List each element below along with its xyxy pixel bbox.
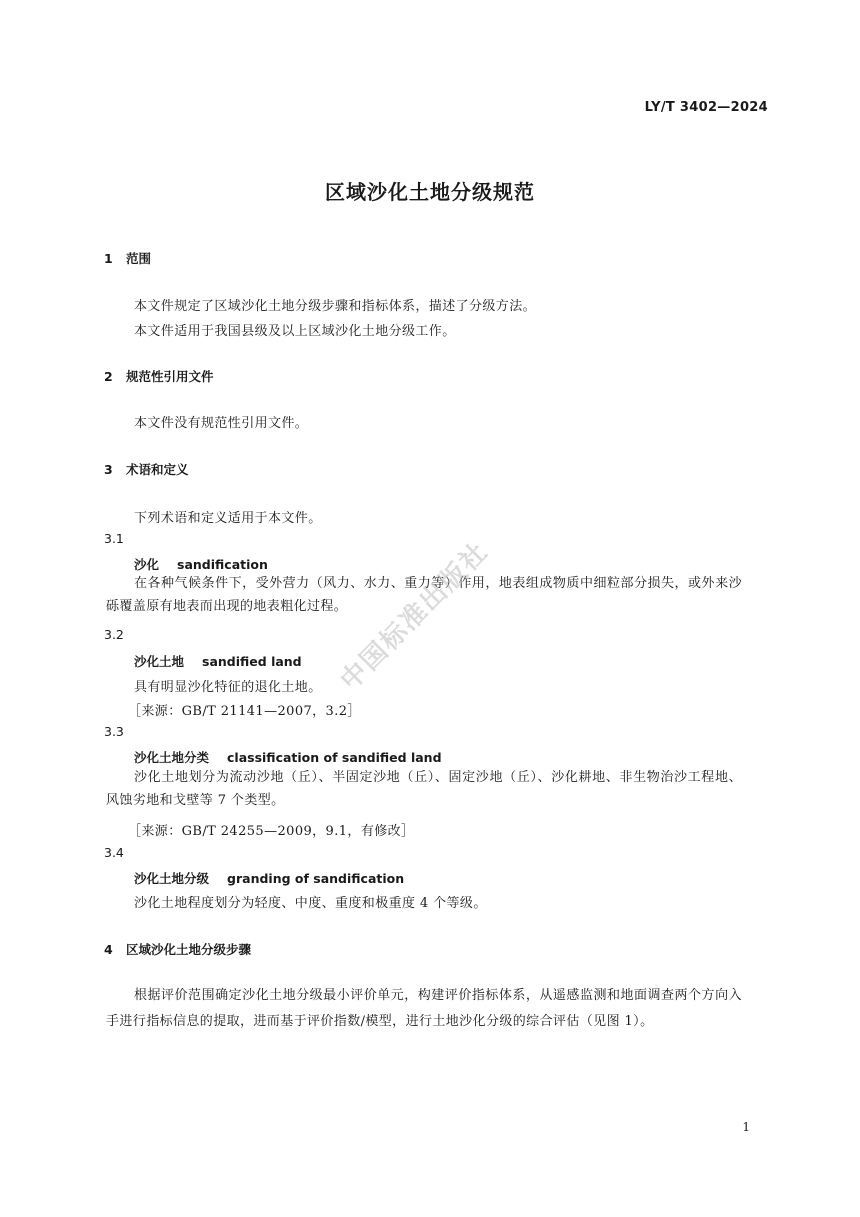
term-english: classification of sandified land	[227, 750, 442, 765]
clause-number: 3.2	[104, 627, 124, 642]
clause-number: 3.4	[104, 845, 124, 860]
section-number: 1	[104, 251, 113, 266]
section-2-heading	[104, 367, 214, 385]
term-definition: 在各种气候条件下，受外营力（风力、水力、重力等）作用，地表组成物质中细粒部分损失，或外来沙砾覆盖原有地表而出现的地表粗化过程。	[106, 576, 742, 614]
term-english: granding of sandification	[227, 871, 405, 886]
section-4-heading	[104, 940, 251, 958]
term-english: sandified land	[202, 654, 302, 669]
publisher-watermark: 中国标准出版社	[334, 536, 495, 697]
section-number: 2	[104, 369, 113, 384]
section-1-paragraph-1: 本文件规定了区域沙化土地分级步骤和指标体系，描述了分级方法。	[134, 299, 537, 314]
section-1-paragraph-2: 本文件适用于我国县级及以上区域沙化土地分级工作。	[134, 324, 456, 339]
term-definition: 沙化土地划分为流动沙地（丘）、半固定沙地（丘）、固定沙地（丘）、沙化耕地、非生物治沙工程地、风蚀劣地和戈壁等 7 个类型。	[106, 770, 742, 808]
section-3-intro: 下列术语和定义适用于本文件。	[134, 511, 322, 526]
term-entry	[134, 869, 404, 887]
clause-number: 3.1	[104, 531, 124, 546]
standard-code: LY/T 3402—2024	[644, 100, 768, 115]
term-chinese: 沙化	[134, 557, 160, 572]
term-definition: 沙化土地程度划分为轻度、中度、重度和极重度 4 个等级。	[134, 896, 487, 911]
section-number: 3	[104, 462, 113, 477]
section-1-heading	[104, 249, 151, 267]
term-chinese: 沙化土地	[134, 654, 185, 669]
section-title: 范围	[126, 251, 152, 266]
term-source: ［来源：GB/T 21141—2007，3.2］	[128, 704, 361, 719]
term-chinese: 沙化土地分类	[134, 750, 210, 765]
document-title: 区域沙化土地分级规范	[325, 180, 535, 204]
section-title: 术语和定义	[126, 462, 189, 477]
section-title: 规范性引用文件	[126, 369, 214, 384]
term-entry	[134, 555, 268, 573]
page-number: 1	[742, 1120, 750, 1134]
term-entry	[134, 748, 442, 766]
term-entry	[134, 652, 302, 670]
section-number: 4	[104, 942, 113, 957]
term-chinese: 沙化土地分级	[134, 871, 210, 886]
section-4-paragraph-1: 根据评价范围确定沙化土地分级最小评价单元，构建评价指标体系，从遥感监测和地面调查两个方向入手进行指标信息的提取，进而基于评价指数/模型，进行土地沙化分级的综合评估（见图 1）。	[106, 988, 742, 1029]
term-english: sandification	[177, 557, 268, 572]
section-2-paragraph-1: 本文件没有规范性引用文件。	[134, 416, 309, 431]
section-3-heading	[104, 460, 189, 478]
clause-number: 3.3	[104, 724, 124, 739]
term-definition: 具有明显沙化特征的退化土地。	[134, 680, 322, 695]
section-title: 区域沙化土地分级步骤	[126, 942, 252, 957]
term-source: ［来源：GB/T 24255—2009，9.1，有修改］	[128, 824, 415, 839]
